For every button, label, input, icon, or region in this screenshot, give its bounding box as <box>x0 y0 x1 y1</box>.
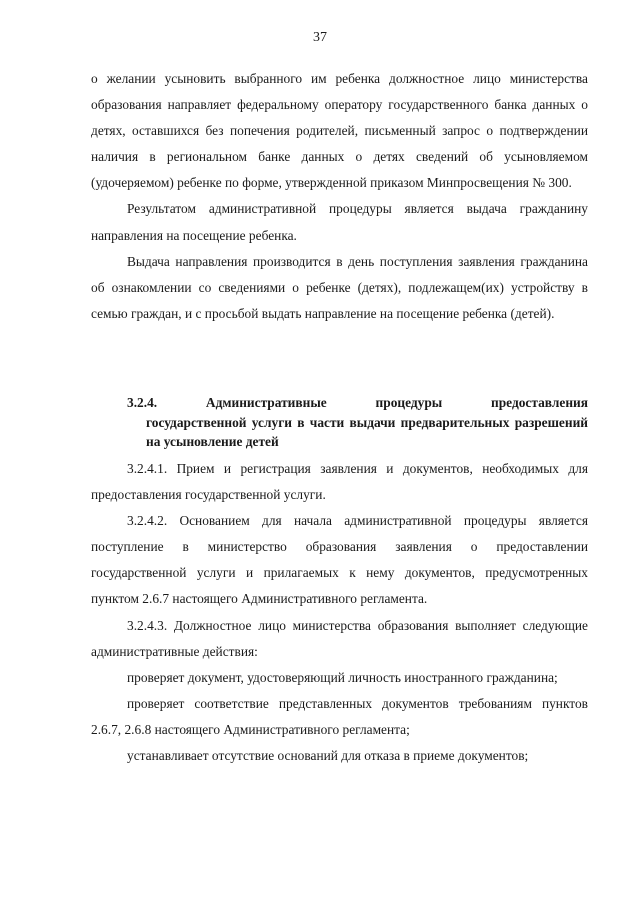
body-text-top <box>91 66 588 327</box>
body-text-bottom <box>91 456 588 769</box>
list-item: проверяет документ, удостоверяющий личность иностранного гражданина; <box>127 669 558 685</box>
paragraph: Выдача направления производится в день поступления заявления гражданина об ознакомлении со сведениями о ребенке (детях), подлежащем(их) устройству в семью граждан, и с просьбой выдать направление на посещение ребенка (детей). <box>91 253 588 321</box>
paragraph: 3.2.4.2. Основанием для начала административной процедуры является поступление в министерство образования заявления о предоставлении государственной услуги и прилагаемых к нему документов, предусмотренных пунктом 2.6.7 настоящего Административного регламента. <box>91 513 588 607</box>
paragraph: о желании усыновить выбранного им ребенка должностное лицо министерства образования направляет федеральному оператору государственного банка данных о детях, оставшихся без попечения родителей, письменный запрос о подтверждении наличия в региональном банке данных о детях сведений об усыновляемом (удочеряемом) ребенке по форме, утвержденной приказом Минпросвещения № 300. <box>91 71 588 191</box>
list-item: устанавливает отсутствие оснований для отказа в приеме документов; <box>127 748 529 764</box>
section-heading <box>91 393 588 452</box>
paragraph: 3.2.4.3. Должностное лицо министерства образования выполняет следующие административные действия: <box>91 617 588 659</box>
section-heading-continuation: государственной услуги в части выдачи предварительных разрешений на усыновление детей <box>146 414 588 449</box>
list-item: проверяет соответствие представленных документов требованиям пунктов 2.6.7, 2.6.8 настоящего Административного регламента; <box>91 695 588 737</box>
paragraph: 3.2.4.1. Прием и регистрация заявления и документов, необходимых для предоставления государственной услуги. <box>91 461 588 503</box>
paragraph: Результатом административной процедуры является выдача гражданину направления на посещение ребенка. <box>91 201 588 243</box>
page-number: 37 <box>313 30 327 45</box>
section-heading-line: 3.2.4. Административные процедуры предоставления <box>127 395 588 410</box>
